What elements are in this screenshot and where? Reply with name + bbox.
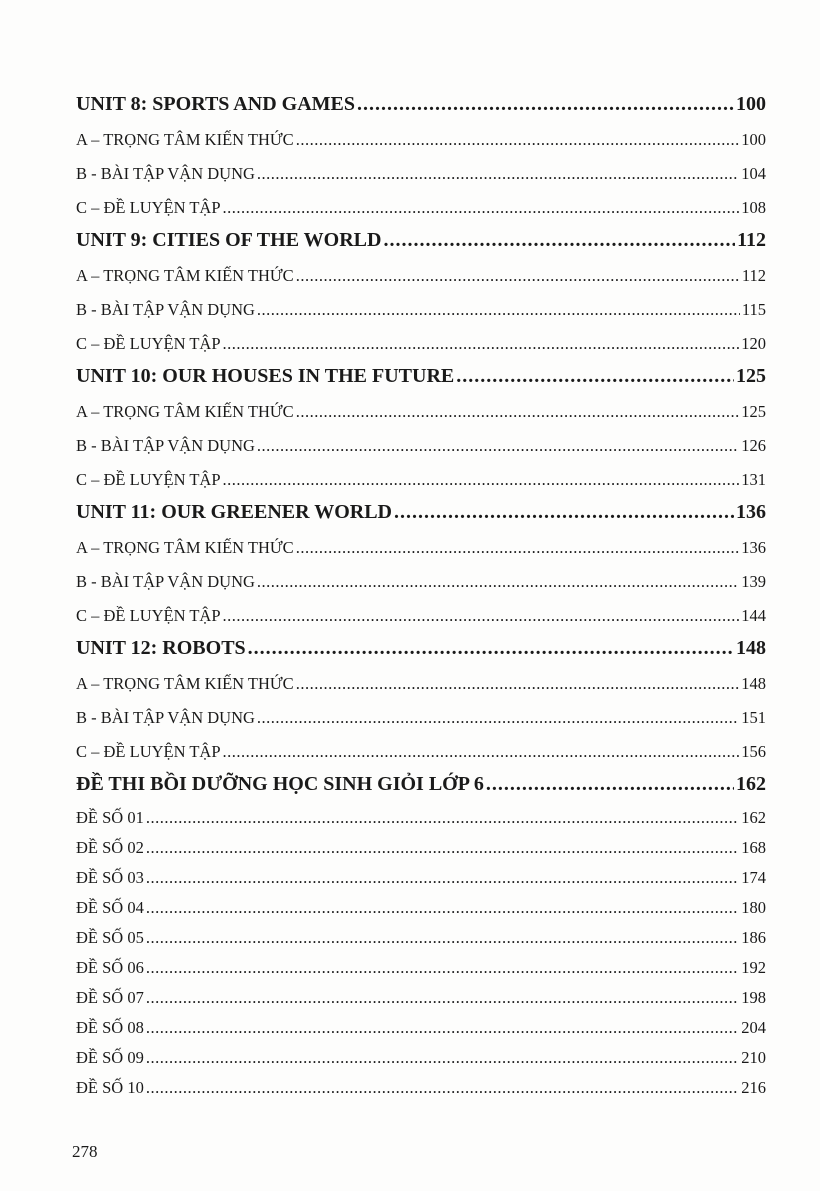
toc-page-number: 115: [741, 300, 766, 319]
dot-leader: [296, 674, 740, 694]
dot-leader: [146, 958, 739, 978]
toc-entry[interactable]: [76, 954, 766, 984]
dot-leader: [296, 266, 740, 286]
dot-leader: [257, 300, 740, 320]
toc-entry[interactable]: [76, 158, 766, 192]
toc-page-number: 144: [741, 606, 766, 625]
toc-title: A – TRỌNG TÂM KIẾN THỨC: [76, 130, 294, 149]
dot-leader: [146, 868, 739, 888]
toc-entry[interactable]: [76, 464, 766, 498]
toc-heading[interactable]: [76, 498, 766, 532]
toc-entry[interactable]: [76, 804, 766, 834]
toc-page-number: 156: [741, 742, 766, 761]
toc-page-number: 186: [741, 928, 766, 947]
toc-title: A – TRỌNG TÂM KIẾN THỨC: [76, 266, 294, 285]
page-number: 278: [72, 1142, 98, 1161]
toc-heading[interactable]: [76, 90, 766, 124]
dot-leader: [146, 898, 739, 918]
toc-entry[interactable]: [76, 924, 766, 954]
toc-page-number: 148: [741, 674, 766, 693]
toc-entry[interactable]: [76, 864, 766, 894]
toc-title: UNIT 10: OUR HOUSES IN THE FUTURE: [76, 365, 455, 387]
toc-title: ĐỀ SỐ 05: [76, 928, 144, 947]
toc-page-number: 168: [741, 838, 766, 857]
toc-title: ĐỀ SỐ 10: [76, 1078, 144, 1097]
toc-page-number: 192: [741, 958, 766, 977]
toc-title: ĐỀ SỐ 06: [76, 958, 144, 977]
toc-page-number: 204: [741, 1018, 766, 1037]
dot-leader: [223, 742, 740, 762]
toc-page-number: 126: [741, 436, 766, 455]
toc-entry[interactable]: [76, 1074, 766, 1104]
toc-page-number: 139: [741, 572, 766, 591]
toc-entry[interactable]: [76, 260, 766, 294]
toc-page-number: 125: [736, 365, 766, 387]
toc-title: ĐỀ SỐ 04: [76, 898, 144, 917]
dot-leader: [296, 402, 740, 422]
toc-entry[interactable]: [76, 894, 766, 924]
toc-title: ĐỀ SỐ 02: [76, 838, 144, 857]
toc-title: UNIT 11: OUR GREENER WORLD: [76, 501, 392, 523]
dot-leader: [223, 470, 740, 490]
toc-title: UNIT 12: ROBOTS: [76, 637, 246, 659]
toc-entry[interactable]: [76, 984, 766, 1014]
toc-page-number: 136: [741, 538, 766, 557]
toc-entry[interactable]: [76, 532, 766, 566]
toc-entry[interactable]: [76, 600, 766, 634]
toc-page-number: 108: [741, 198, 766, 217]
toc-page-number: 148: [736, 637, 766, 659]
toc-page-number: 100: [736, 93, 766, 115]
toc-page-number: 131: [741, 470, 766, 489]
toc-entry[interactable]: [76, 124, 766, 158]
toc-page-number: 125: [741, 402, 766, 421]
toc-entry[interactable]: [76, 702, 766, 736]
toc-title: A – TRỌNG TÂM KIẾN THỨC: [76, 538, 294, 557]
toc-heading[interactable]: [76, 362, 766, 396]
toc-page-number: 162: [736, 773, 766, 795]
toc-title: C – ĐỀ LUYỆN TẬP: [76, 742, 221, 761]
toc-entry[interactable]: [76, 668, 766, 702]
toc-title: ĐỀ SỐ 08: [76, 1018, 144, 1037]
toc-entry[interactable]: [76, 192, 766, 226]
toc-entry[interactable]: [76, 834, 766, 864]
toc-page-number: 112: [737, 229, 766, 251]
dot-leader: [486, 773, 734, 796]
toc-heading[interactable]: [76, 770, 766, 804]
toc-entry[interactable]: [76, 1044, 766, 1074]
toc-page-number: 162: [741, 808, 766, 827]
toc-title: UNIT 9: CITIES OF THE WORLD: [76, 229, 382, 251]
dot-leader: [223, 198, 740, 218]
toc-page-number: 198: [741, 988, 766, 1007]
dot-leader: [146, 1078, 739, 1098]
dot-leader: [257, 436, 739, 456]
dot-leader: [146, 928, 739, 948]
dot-leader: [257, 708, 739, 728]
toc-page-number: 120: [741, 334, 766, 353]
toc-title: A – TRỌNG TÂM KIẾN THỨC: [76, 674, 294, 693]
toc-heading[interactable]: [76, 634, 766, 668]
dot-leader: [257, 164, 739, 184]
toc-entry[interactable]: [76, 294, 766, 328]
toc-heading[interactable]: [76, 226, 766, 260]
toc-title: ĐỀ SỐ 03: [76, 868, 144, 887]
toc-title: C – ĐỀ LUYỆN TẬP: [76, 334, 221, 353]
toc-entry[interactable]: [76, 430, 766, 464]
toc-entry[interactable]: [76, 396, 766, 430]
dot-leader: [296, 130, 740, 150]
dot-leader: [383, 229, 735, 252]
dot-leader: [257, 572, 739, 592]
toc-title: B - BÀI TẬP VẬN DỤNG: [76, 572, 255, 591]
dot-leader: [146, 988, 739, 1008]
dot-leader: [146, 838, 739, 858]
toc-title: B - BÀI TẬP VẬN DỤNG: [76, 164, 255, 183]
dot-leader: [223, 606, 740, 626]
toc-title: C – ĐỀ LUYỆN TẬP: [76, 606, 221, 625]
dot-leader: [248, 637, 734, 660]
toc-title: UNIT 8: SPORTS AND GAMES: [76, 93, 355, 115]
toc-page-number: 216: [741, 1078, 766, 1097]
toc-entry[interactable]: [76, 328, 766, 362]
toc-title: A – TRỌNG TÂM KIẾN THỨC: [76, 402, 294, 421]
toc-page-number: 104: [741, 164, 766, 183]
toc-title: C – ĐỀ LUYỆN TẬP: [76, 198, 221, 217]
dot-leader: [223, 334, 740, 354]
dot-leader: [357, 93, 734, 116]
table-of-contents: [76, 90, 766, 1104]
toc-page-number: 136: [736, 501, 766, 523]
toc-title: ĐỀ THI BỒI DƯỠNG HỌC SINH GIỎI LỚP 6: [76, 773, 484, 795]
toc-page-number: 112: [741, 266, 766, 285]
toc-title: C – ĐỀ LUYỆN TẬP: [76, 470, 221, 489]
toc-entry[interactable]: [76, 736, 766, 770]
toc-title: B - BÀI TẬP VẬN DỤNG: [76, 300, 255, 319]
dot-leader: [296, 538, 740, 558]
dot-leader: [146, 1048, 739, 1068]
toc-entry[interactable]: [76, 566, 766, 600]
toc-page-number: 174: [741, 868, 766, 887]
dot-leader: [456, 365, 734, 388]
toc-page-number: 180: [741, 898, 766, 917]
toc-page-number: 210: [741, 1048, 766, 1067]
dot-leader: [146, 808, 739, 828]
dot-leader: [394, 501, 734, 524]
toc-page-number: 151: [741, 708, 766, 727]
toc-entry[interactable]: [76, 1014, 766, 1044]
toc-title: B - BÀI TẬP VẬN DỤNG: [76, 436, 255, 455]
toc-page-number: 100: [741, 130, 766, 149]
toc-title: B - BÀI TẬP VẬN DỤNG: [76, 708, 255, 727]
toc-title: ĐỀ SỐ 09: [76, 1048, 144, 1067]
dot-leader: [146, 1018, 739, 1038]
toc-title: ĐỀ SỐ 01: [76, 808, 144, 827]
toc-title: ĐỀ SỐ 07: [76, 988, 144, 1007]
